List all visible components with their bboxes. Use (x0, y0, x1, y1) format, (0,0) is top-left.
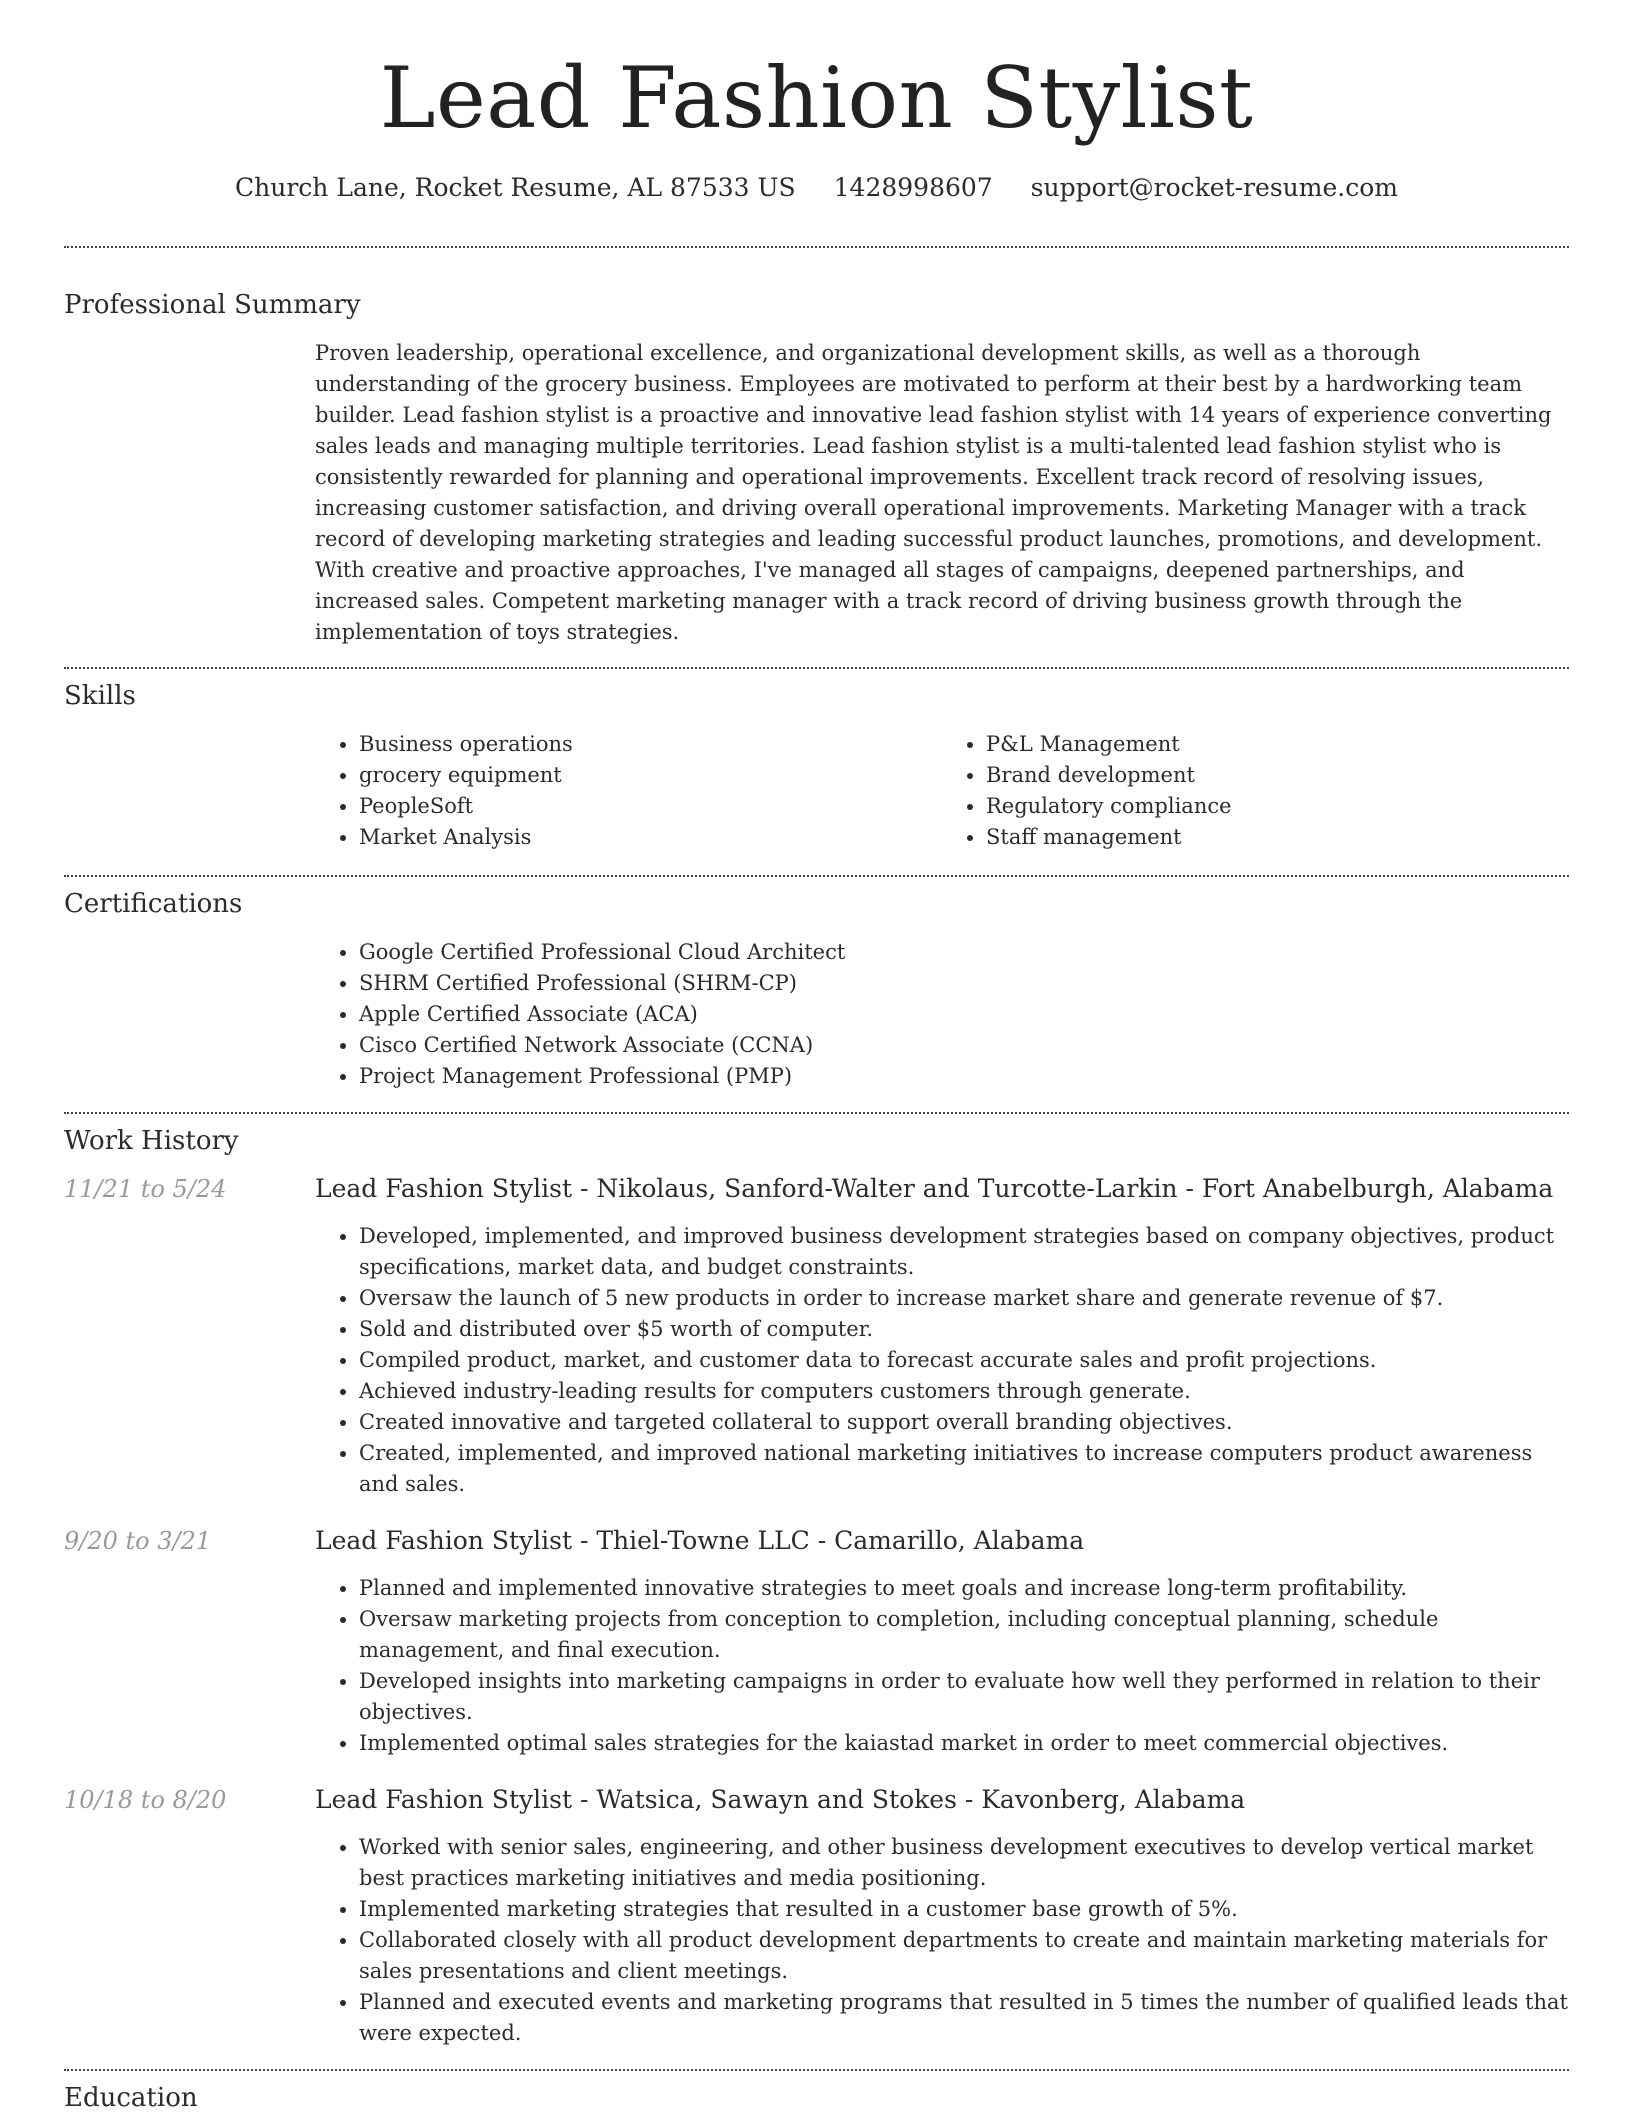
section-heading-skills: Skills (64, 681, 136, 711)
job-title: Lead Fashion Stylist - Thiel-Towne LLC - Camarillo, Alabama (315, 1526, 1085, 1555)
list-item: • Staff management (986, 822, 1569, 853)
job-entry (64, 1785, 1569, 2049)
list-item: • Worked with senior sales, engineering, and other business development executives to develop vertical market best practices marketing initiatives and media positioning. (359, 1832, 1569, 1894)
divider (64, 246, 1569, 248)
list-item: • Project Management Professional (PMP) (359, 1061, 1569, 1092)
list-item: • Market Analysis (359, 822, 942, 853)
list-item: • Implemented marketing strategies that resulted in a customer base growth of 5%. (359, 1894, 1569, 1925)
list-item: • Developed, implemented, and improved business development strategies based on company objectives, product specifications, market data, and budget constraints. (359, 1221, 1569, 1283)
job-dates: 10/18 to 8/20 (64, 1786, 227, 1814)
contact-address: Church Lane, Rocket Resume, AL 87533 US (235, 173, 796, 202)
section-heading-work-history: Work History (64, 1126, 239, 1156)
list-item: • Regulatory compliance (986, 791, 1569, 822)
list-item: • P&L Management (986, 729, 1569, 760)
divider (64, 2069, 1569, 2071)
contact-line (64, 172, 1569, 204)
skills-list-right (942, 729, 1569, 853)
divider (64, 667, 1569, 669)
divider (64, 1112, 1569, 1114)
summary-text: Proven leadership, operational excellence, and organizational development skills, as well as a thorough understanding of the grocery business. Employees are motivated to perform at their best by a hardworking team builder. Lead fashion stylist is a proactive and innovative lead fashion stylist with 14 years of experience converting sales leads and managing multiple territories. Lead fashion stylist is a multi-talented lead fashion stylist who is consistently rewarded for planning and operational improvements. Excellent track record of resolving issues, increasing customer satisfaction, and driving overall operational improvements. Marketing Manager with a track record of developing marketing strategies and leading successful product launches, promotions, and development. With creative and proactive approaches, I've managed all stages of campaigns, deepened partnerships, and increased sales. Competent marketing manager with a track record of driving business growth through the implementation of toys strategies. (315, 341, 1552, 644)
job-bullets (315, 1221, 1569, 1500)
job-header (64, 1526, 1569, 1555)
contact-phone: 1428998607 (833, 173, 993, 202)
job-title: Lead Fashion Stylist - Nikolaus, Sanford-Walter and Turcotte-Larkin - Fort Anabelburgh, Alabama (315, 1174, 1554, 1203)
section-heading-certifications: Certifications (64, 889, 243, 919)
list-item: • Implemented optimal sales strategies for the kaiastad market in order to meet commercial objectives. (359, 1728, 1569, 1759)
skills-grid (315, 729, 1569, 853)
list-item: • PeopleSoft (359, 791, 942, 822)
list-item: • Planned and executed events and marketing programs that resulted in 5 times the number of qualified leads that were expected. (359, 1987, 1569, 2049)
section-heading-summary: Professional Summary (64, 290, 361, 320)
work-history-list (64, 1174, 1569, 2049)
list-item: • Brand development (986, 760, 1569, 791)
job-title: Lead Fashion Stylist - Watsica, Sawayn and Stokes - Kavonberg, Alabama (315, 1785, 1246, 1814)
list-item: • Created, implemented, and improved national marketing initiatives to increase computers product awareness and sales. (359, 1438, 1569, 1500)
list-item: • Google Certified Professional Cloud Architect (359, 937, 1569, 968)
job-dates: 11/21 to 5/24 (64, 1175, 227, 1203)
job-header (64, 1174, 1569, 1203)
contact-email: support@rocket-resume.com (1030, 173, 1398, 202)
section-heading-education: Education (64, 2083, 198, 2113)
list-item: • grocery equipment (359, 760, 942, 791)
certifications-list (315, 937, 1569, 1092)
resume-page (64, 0, 1569, 2113)
list-item: • Sold and distributed over $5 worth of computer. (359, 1314, 1569, 1345)
skills-list-left (315, 729, 942, 853)
job-bullets (315, 1832, 1569, 2049)
list-item: • Oversaw the launch of 5 new products in order to increase market share and generate revenue of $7. (359, 1283, 1569, 1314)
list-item: • Business operations (359, 729, 942, 760)
list-item: • Apple Certified Associate (ACA) (359, 999, 1569, 1030)
list-item: • Collaborated closely with all product development departments to create and maintain marketing materials for sales presentations and client meetings. (359, 1925, 1569, 1987)
list-item: • Compiled product, market, and customer data to forecast accurate sales and profit projections. (359, 1345, 1569, 1376)
list-item: • Cisco Certified Network Associate (CCNA) (359, 1030, 1569, 1061)
job-entry (64, 1526, 1569, 1759)
list-item: • Oversaw marketing projects from conception to completion, including conceptual planning, schedule management, and final execution. (359, 1604, 1569, 1666)
list-item: • Achieved industry-leading results for computers customers through generate. (359, 1376, 1569, 1407)
list-item: • Developed insights into marketing campaigns in order to evaluate how well they performed in relation to their objectives. (359, 1666, 1569, 1728)
list-item: • Planned and implemented innovative strategies to meet goals and increase long-term profitability. (359, 1573, 1569, 1604)
resume-title: Lead Fashion Stylist (379, 49, 1254, 147)
list-item: • SHRM Certified Professional (SHRM-CP) (359, 968, 1569, 999)
job-entry (64, 1174, 1569, 1500)
job-header (64, 1785, 1569, 1814)
job-dates: 9/20 to 3/21 (64, 1527, 212, 1555)
divider (64, 875, 1569, 877)
list-item: • Created innovative and targeted collateral to support overall branding objectives. (359, 1407, 1569, 1438)
job-bullets (315, 1573, 1569, 1759)
